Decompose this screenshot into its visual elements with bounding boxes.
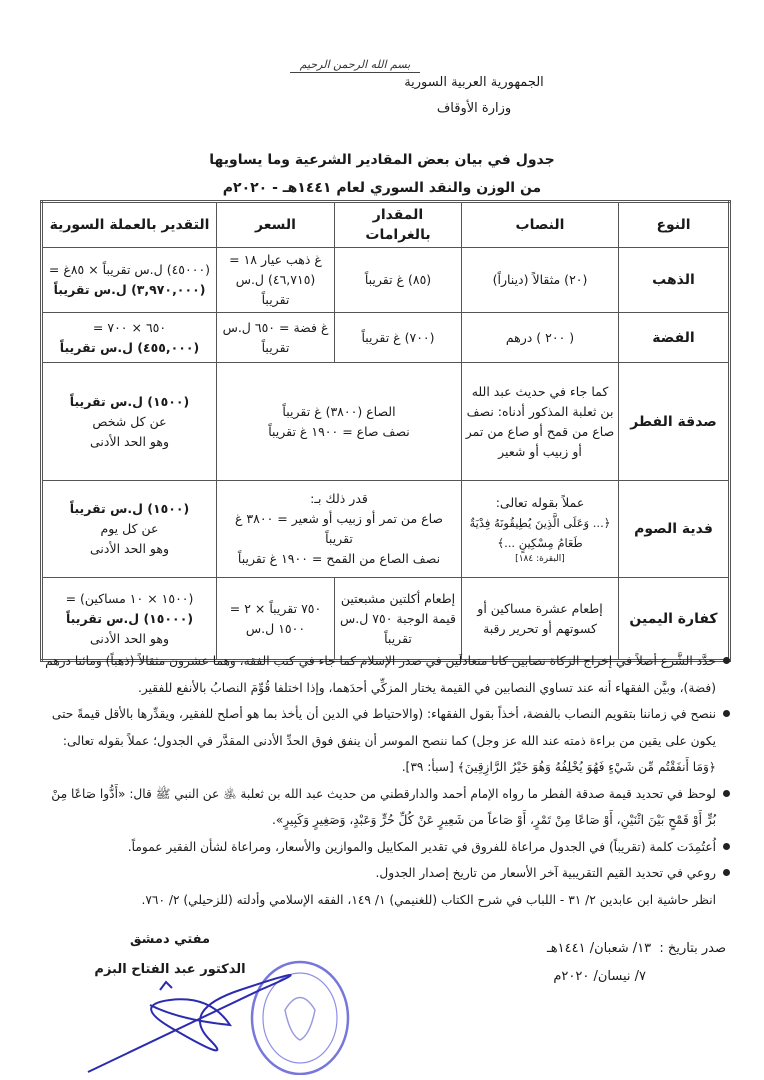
table-row-silver: [42, 313, 730, 363]
cell-value: [42, 363, 217, 481]
cell-value: [42, 481, 217, 578]
letterhead: [384, 70, 564, 122]
cell-value: [42, 313, 217, 363]
value-line: وهو الحد الأدنى: [89, 630, 169, 646]
bismillah-calligraphy: بسم الله الرحمن الرحيم: [290, 58, 420, 73]
value-line: وهو الحد الأدنى: [89, 541, 169, 556]
table-row-gold: [42, 248, 730, 313]
cell-grams: (٨٥) غ تقريباً: [335, 248, 462, 313]
country-name: الجمهورية العربية السورية: [404, 75, 544, 90]
cell-price: [217, 313, 335, 363]
price-line: تقريباً: [261, 339, 290, 355]
note-text: حدَّد الشَّرع أصلاً في إخراج الزكاة نصابين كانا متعادلَين في صدر الإسلام كما جاء في كتب الفقه، وهما عشرون مثقالاً (ذهباً) ومائتا درهم (فضة)، وبيَّن الفقهاء أنه عند تساوي النصابين في القيمة يختار المزكِّي أحدَهما، وإذا اختلفا قُوِّمَ النصابُ بالأنفع للفقير.: [45, 654, 716, 695]
note-item: [40, 834, 730, 861]
header-price: السعر: [217, 202, 335, 248]
measure-line: نصف صاع = ١٩٠٠ غ تقريباً: [268, 423, 410, 439]
value-line: (٤٥٠٠٠) ل.س تقريباً × ٨٥غ =: [48, 262, 211, 277]
bullet-icon: [723, 843, 730, 850]
table-header-row: [42, 202, 730, 248]
bullet-icon: [723, 790, 730, 797]
price-line: ٧٥٠ تقريباً × ٢ =: [229, 600, 322, 616]
bullet-icon: [723, 710, 730, 717]
note-item: [40, 860, 730, 887]
cell-nisab: ( ٢٠٠ ) درهم: [462, 313, 619, 363]
cell-type: كفارة اليمين: [619, 578, 730, 661]
value-line: عن كل شخص: [92, 413, 167, 429]
cell-grams: (٧٠٠) غ تقريباً: [335, 313, 462, 363]
note-item: [40, 648, 730, 701]
issue-date-label: صدر بتاريخ :: [659, 941, 726, 956]
value-line: (١٥٠٠ × ١٠ مساكين) =: [65, 590, 194, 606]
cell-measure: [217, 363, 462, 481]
cell-type: الذهب: [619, 248, 730, 313]
cell-nisab: إطعام عشرة مساكين أو كسوتهم أو تحرير رقبة: [462, 578, 619, 661]
cell-nisab: (٢٠) مثقالاً (ديناراً): [462, 248, 619, 313]
bullet-icon: [723, 869, 730, 876]
value-line: (١٥٠٠) ل.س تقريباً: [69, 393, 190, 409]
value-line: (١٥٠٠٠) ل.س تقريباً: [65, 610, 194, 626]
cell-type: فدية الصوم: [619, 481, 730, 578]
header-value: التقدير بالعملة السورية: [42, 202, 217, 248]
note-text: اُعتُمِدَت كلمة (تقريباً) في الجدول مراعاة للفروق في تقدير المكاييل والموازين والأسعار، ومراعاة لشأن الفقير عموماً.: [127, 839, 716, 854]
cell-nisab: كما جاء في حديث عبد الله بن ثعلبة المذكور أدناه: نصف صاع من قمح أو صاع من تمر أو زبيب أو شعير: [462, 363, 619, 481]
signatory-name: الدكتور عبد الفتاح البزم: [94, 962, 246, 977]
signature-icon: [88, 975, 291, 1072]
measures-table: [40, 200, 731, 662]
price-line: ١٥٠٠ ل.س: [245, 620, 306, 636]
nisab-line: عملاً بقوله تعالى:: [495, 495, 585, 510]
price-line: غ ذهب عيار ١٨ =: [229, 252, 322, 267]
cell-nisab: [462, 481, 619, 578]
value-line: وهو الحد الأدنى: [89, 433, 169, 449]
issue-date-gregorian: ٧/ نيسان/ ٢٠٢٠م: [553, 969, 646, 984]
notes-section: [40, 648, 730, 913]
document-title: [0, 146, 764, 202]
measure-line: صاع من تمر أو زبيب أو شعير = ٣٨٠٠ غ تقريباً: [234, 511, 443, 546]
references: انظر حاشية ابن عابدين ٢/ ٣١ - اللباب في شرح الكتاب (للغنيمي) ١/ ١٤٩، الفقه الإسلامي وأدلته (للزحيلي) ٢/ ٧٦٠.: [141, 892, 716, 907]
note-text: لوحظ في تحديد قيمة صدقة الفطر ما رواه الإمام أحمد والدارقطني من حديث عبد الله بن ثعلبة ﵁ عن النبي ﷺ قال: «أَدُّوا صَاعًا مِنْ بُرٍّ أَوْ قَمْحٍ بَيْنَ اثْنَيْنِ، أَوْ صَاعًا مِنْ تَمْرٍ، أَوْ صَاعاً من شَعِيرٍ عَنْ كُلِّ حُرٍّ وَعَبْدٍ، وَصَغِيرٍ وَكَبِيرٍ».: [51, 786, 716, 827]
title-line-2: من الوزن والنقد السوري لعام ١٤٤١هـ - ٢٠٢٠م: [222, 180, 542, 196]
value-line: (١٥٠٠) ل.س تقريباً: [69, 501, 190, 516]
header-grams: المقدار بالغرامات: [335, 202, 462, 248]
title-line-1: جدول في بيان بعض المقادير الشرعية وما يساويها: [209, 152, 555, 168]
cell-value: [42, 248, 217, 313]
note-text: روعي في تحديد القيم التقريبية آخر الأسعار من تاريخ إصدار الجدول.: [375, 866, 716, 880]
measure-line: قدر ذلك بـ:: [310, 491, 368, 506]
bullet-icon: [723, 657, 730, 664]
value-line: (٣,٩٧٠,٠٠٠) ل.س تقريباً: [53, 282, 206, 297]
measure-line: الصاع (٣٨٠٠) غ تقريباً: [282, 403, 396, 419]
table-row-fidya: [42, 481, 730, 578]
cell-price: [217, 248, 335, 313]
header-nisab: النصاب: [462, 202, 619, 248]
table-row-fitr: [42, 363, 730, 481]
value-line: عن كل يوم: [100, 521, 159, 536]
issue-date-hijri: ١٣/ شعبان/ ١٤٤١هـ: [546, 941, 652, 956]
measure-line: نصف الصاع من القمح = ١٩٠٠ غ تقريباً: [237, 551, 441, 566]
value-line: ٦٥٠ × ٧٠٠ =: [92, 319, 167, 335]
cell-type: الفضة: [619, 313, 730, 363]
value-line: (٤٥٥,٠٠٠) ل.س تقريباً: [59, 339, 200, 355]
header-type: النوع: [619, 202, 730, 248]
note-text: ننصح في زماننا بتقويم النصاب بالفضة، أخذاً بقول الفقهاء: (والاحتياط في الدين أن يأخذ بما هو أصلح للفقير، ويقدِّرها بالأقل قيمةً حتى يكون على يقين من براءة ذمته عند الله عز وجل) كما ننصح الموسر أن ينفق فوق الحدِّ الأدنى المقدَّر في الجدول؛ عملاً بقوله تعالى: ﴿وَمَا أَنفَقْتُم مِّن شَيْءٍ فَهُوَ يُخْلِفُهُ وَهُوَ خَيْرُ الرَّازِقِينَ﴾ [سبأ: ٣٩].: [51, 707, 716, 774]
issue-date: [526, 935, 726, 991]
price-line: غ فضة = ٦٥٠ ل.س: [222, 319, 329, 335]
note-item: [40, 701, 730, 781]
cell-measure: [217, 481, 462, 578]
price-line: (٤٦,٧١٥) ل.س تقريباً: [235, 272, 316, 307]
signatory: [70, 925, 270, 985]
note-item: [40, 781, 730, 834]
cell-grams: إطعام أكلتين مشبعتين قيمة الوجبة ٧٥٠ ل.س تقريباً: [335, 578, 462, 661]
ministry-name: وزارة الأوقاف: [436, 101, 512, 116]
verse-reference: [البقرة: ١٨٤]: [515, 554, 565, 564]
cell-type: صدقة الفطر: [619, 363, 730, 481]
quran-verse: ﴿... وَعَلَى الَّذِينَ يُطِيقُونَهُ فِدْيَةٌ طَعَامُ مِسْكِينٍ ...﴾: [469, 516, 611, 550]
signatory-title: مفتي دمشق: [129, 932, 211, 947]
